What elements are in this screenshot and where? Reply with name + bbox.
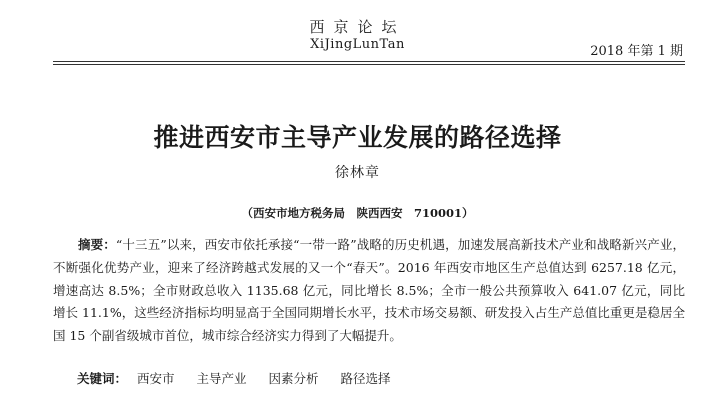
keyword: 因素分析: [268, 371, 319, 386]
journal-title: 西京论坛: [309, 18, 406, 36]
abstract-label: 摘要：: [78, 237, 116, 252]
article-title: 推进西安市主导产业发展的路径选择: [153, 123, 562, 152]
author-name: 徐林章: [335, 165, 380, 181]
abstract: [53, 234, 685, 348]
issue-label: 2018 年第 1 期: [590, 44, 683, 59]
keyword: 西安市: [137, 371, 175, 386]
journal-subtitle: XiJingLunTan: [310, 37, 405, 52]
header-rule-top: [53, 61, 685, 62]
keywords: [77, 369, 409, 387]
affiliation: （西安市地方税务局 陕西西安 710001）: [241, 206, 474, 220]
keyword: 路径选择: [340, 371, 391, 386]
keyword: 主导产业: [196, 371, 247, 386]
header-rule-bottom: [53, 64, 685, 65]
keywords-label: 关键词：: [77, 371, 128, 386]
abstract-text: “十三五”以来，西安市依托承接“一带一路”战略的历史机遇，加速发展高新技术产业和战略新兴产业，不断强化优势产业，迎来了经济跨越式发展的又一个“春天”。2016 年西安市地区生产总值达到 6257.18 亿元，增速高达 8.5%；全市财政总收入 1135.68 亿元，同比增长 8.5%；全市一般公共预算收入 641.07 亿元，同比增长 11.1%，这些经济指标均明显高于全国同期增长水平，技术市场交易额、研发投入占生产总值比重更是稳居全国 15 个副省级城市首位，城市综合经济实力得到了大幅提升。: [53, 237, 685, 344]
